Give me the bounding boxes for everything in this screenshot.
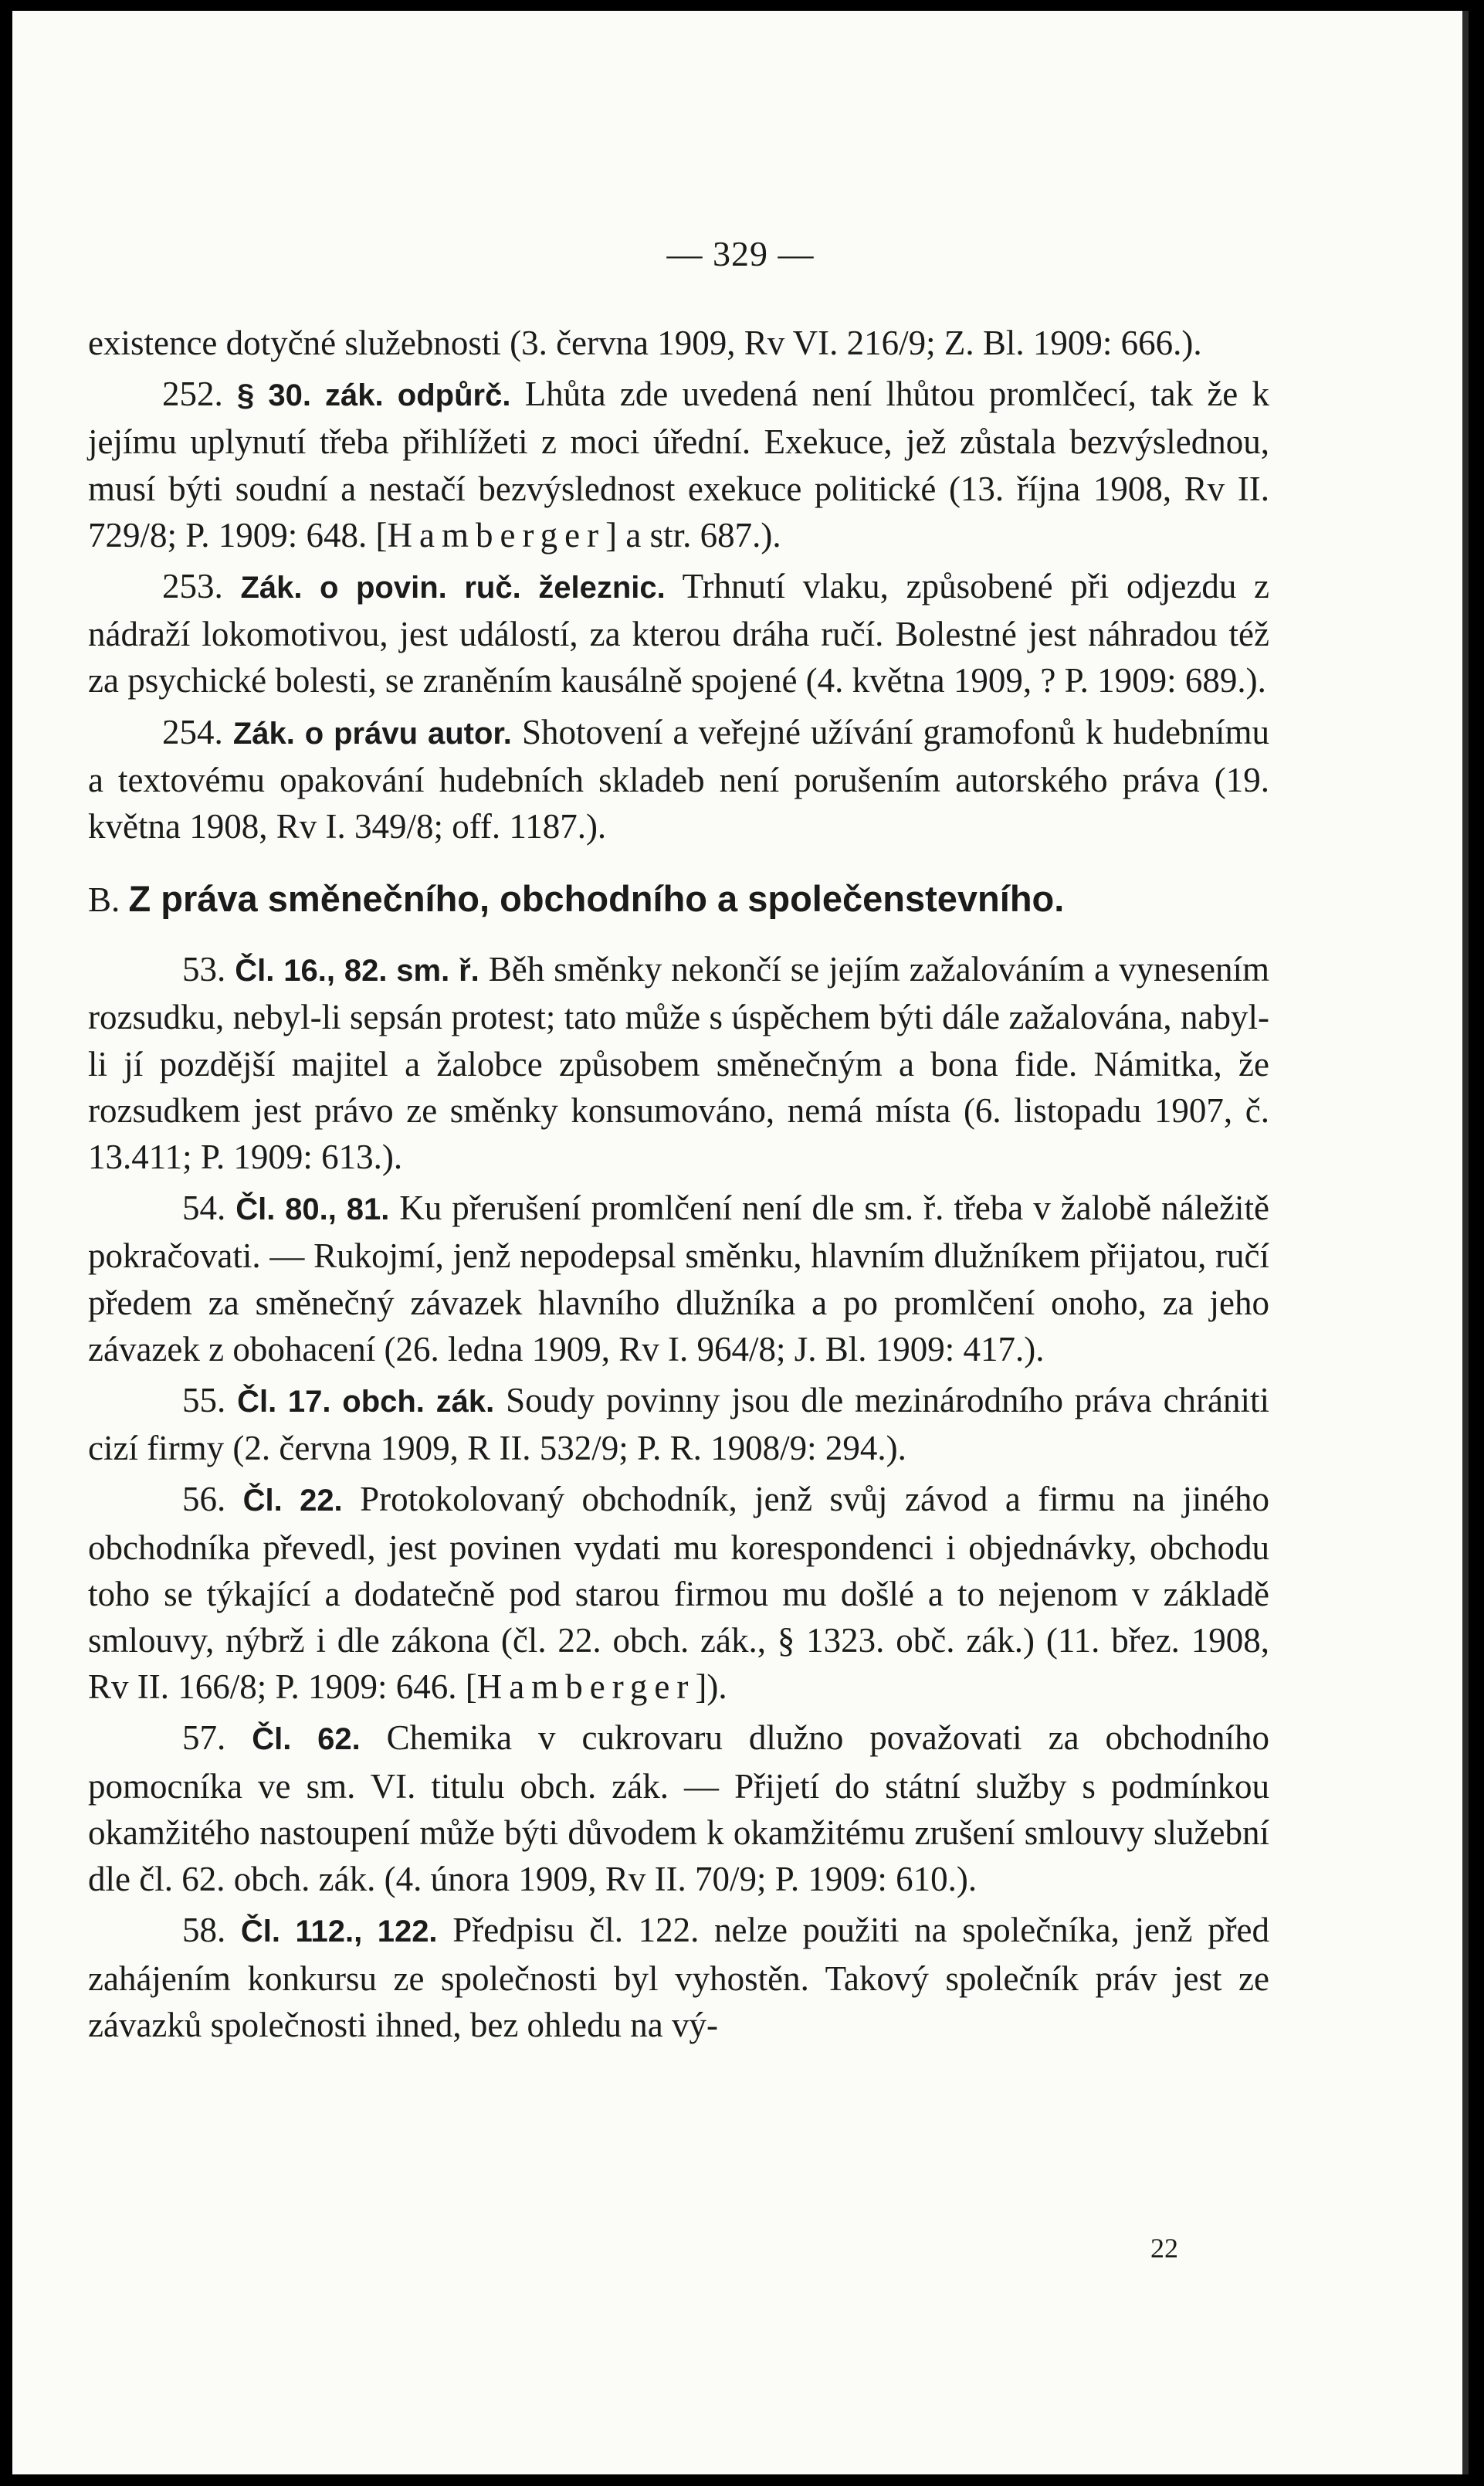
entry-reference: Čl. 80., 81. xyxy=(235,1192,390,1227)
entry-54: 54. Čl. 80., 81. Ku přerušení promlčení není dle sm. ř. třeba v žalobě náležitě pokračovati. — Rukojmí, jenž nepodepsal směnku, hlavním dlužníkem přijatou, ručí předem za směnečný závazek hlavního dlužníka a po promlčení onoho, za jeho závazek z obohacení (26. ledna 1909, Rv I. 964/8; J. Bl. 1909: 417.). xyxy=(88,1189,1269,1368)
entry-253: 253. Zák. o povin. ruč. železnic. Trhnutí vlaku, způsobené při odjezdu z nádraží lokomotivou, jest událostí, za kterou dráha ručí. Bolestné jest náhradou též za psychické bolesti, se zraněním kausálně spojené (4. května 1909, ? P. 1909: 689.). xyxy=(88,567,1270,700)
page-number: — 329 — xyxy=(666,234,815,273)
book-spine-edge xyxy=(1462,11,1469,2474)
section-letter: B. xyxy=(88,880,120,920)
entry-56: 56. Čl. 22. Protokolovaný obchodník, jenž svůj závod a firmu na jiného obchodníka převedl, jest povinen vydati mu korespondenci i objednávky, obchodu toho se týkající a dodatečně pod starou firmou mu došlé a to nejenom v základě smlouvy, nýbrž i dle zákona (čl. 22. obch. zák., § 1323. obč. zák.) (11. břez. 1908, Rv II. 166/8; P. 1909: 646. [Hamberger]). xyxy=(88,1480,1269,1707)
book-page xyxy=(12,11,1469,2474)
entry-58: 58. Čl. 112., 122. Předpisu čl. 122. nelze použiti na společníka, jenž před zahájením konkursu ze společnosti byl vyhostěn. Takový společník práv jest ze závazků společnosti ihned, bez ohledu na vý- xyxy=(88,1911,1270,2044)
entry-reference: Čl. 112., 122. xyxy=(240,1915,438,1949)
entry-reference: Čl. 22. xyxy=(242,1484,343,1518)
page-body xyxy=(88,320,1269,2053)
entry-reference: Čl. 62. xyxy=(252,1722,361,1757)
section-heading xyxy=(88,876,1269,923)
entry-reference: Čl. 16., 82. sm. ř. xyxy=(235,954,479,989)
section-title: Z práva směnečního, obchodního a společenstevního. xyxy=(128,878,1065,920)
author-name: Hamberger xyxy=(387,515,606,555)
printer-signature-mark: 22 xyxy=(1150,2233,1178,2264)
author-name: Hamberger xyxy=(476,1667,696,1707)
entry-53: 53. Čl. 16., 82. sm. ř. Běh směnky nekončí se jejím zažalováním a vynesením rozsudku, nebyl-li sepsán protest; tato může s úspěchem býti dále zažalována, nabyl-li jí pozdější majitel a žalobce způsobem směnečným a bona fide. Námitka, že rozsudkem jest právo ze směnky konsumováno, nemá místa (6. listopadu 1907, č. 13.411; P. 1909: 613.). xyxy=(88,950,1270,1177)
entry-55: 55. Čl. 17. obch. zák. Soudy povinny jsou dle mezinárodního práva chrániti cizí firmy (2. června 1909, R II. 532/9; P. R. 1908/9: 294.). xyxy=(88,1381,1270,1468)
entry-reference: Zák. o povin. ruč. železnic. xyxy=(240,571,666,605)
entry-continuation: existence dotyčné služebnosti (3. června 1909, Rv VI. 216/9; Z. Bl. 1909: 666.). xyxy=(88,324,1202,362)
entry-57: 57. Čl. 62. Chemika v cukrovaru dlužno považovati za obchodního pomocníka ve sm. VI. titulu obch. zák. — Přijetí do státní služby s podmínkou okamžitého nastoupení může býti důvodem k okamžitému zrušení smlouvy služební dle čl. 62. obch. zák. (4. února 1909, Rv II. 70/9; P. 1909: 610.). xyxy=(88,1718,1269,1899)
entry-reference: § 30. zák. odpůrč. xyxy=(237,378,511,413)
entry-reference: Čl. 17. obch. zák. xyxy=(237,1385,495,1419)
entry-reference: Zák. o právu autor. xyxy=(232,716,512,751)
entry-254: 254. Zák. o právu autor. Shotovení a veřejné užívání gramofonů k hudebnímu a textovému opakování hudebních skladeb není porušením autorského práva (19. května 1908, Rv I. 349/8; off. 1187.). xyxy=(88,712,1270,846)
entry-252: 252. § 30. zák. odpůrč. Lhůta zde uvedená není lhůtou promlčecí, tak že k jejímu uplynutí třeba přihlížeti z moci úřední. Exekuce, jež zůstala bezvýslednou, musí býti soudní a nestačí bezvýslednost exekuce politické (13. října 1908, Rv II. 729/8; P. 1909: 648. [Hamberger] a str. 687.). xyxy=(88,375,1270,555)
